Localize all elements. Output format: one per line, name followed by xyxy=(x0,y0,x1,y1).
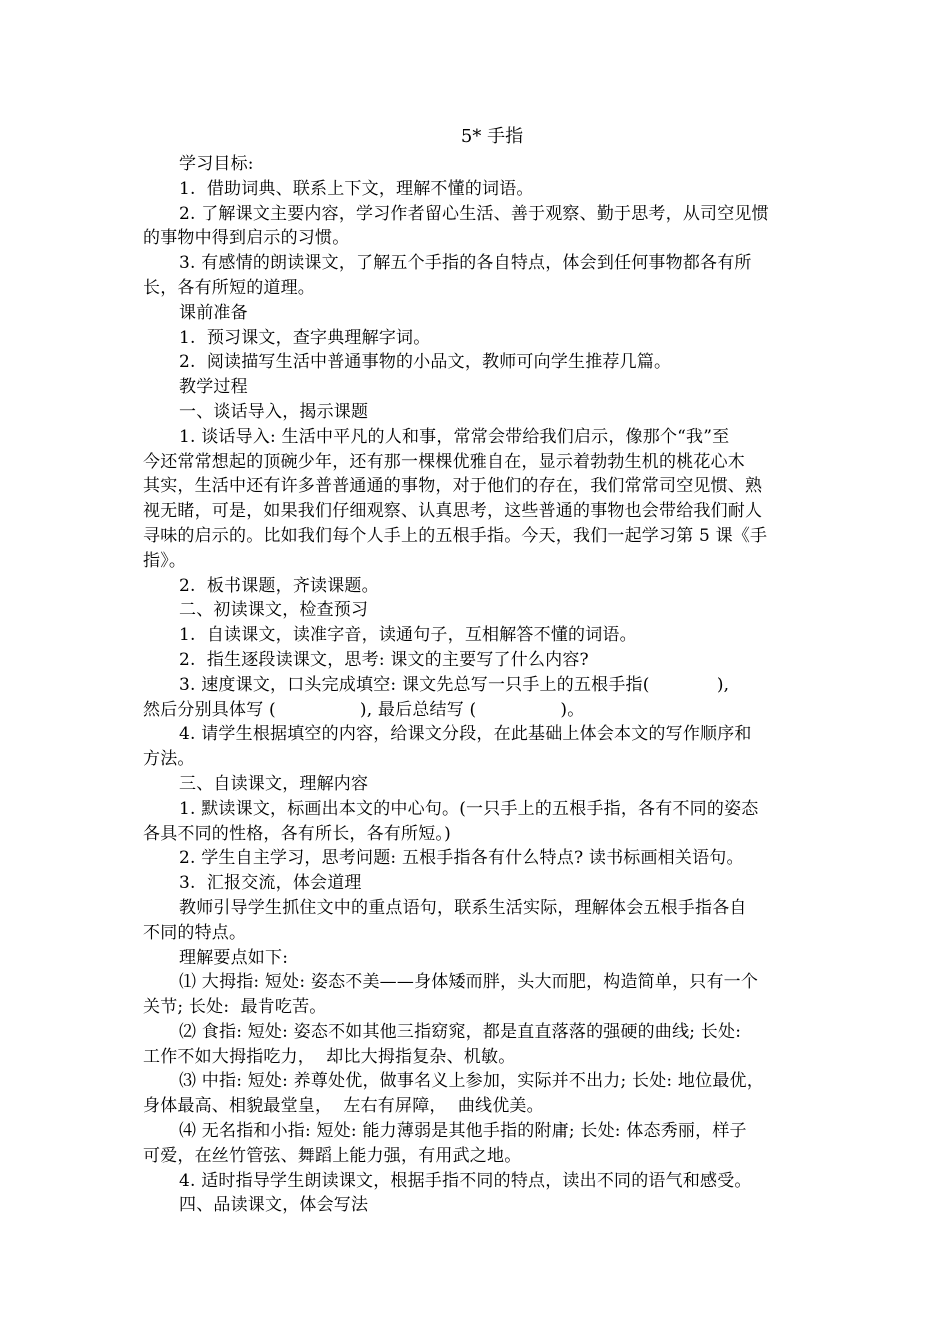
text-line: 课前准备 xyxy=(179,302,248,323)
text-line: ⑵ 食指: 短处: 姿态不如其他三指窈窕，都是直直落落的强硬的曲线; 长处: xyxy=(179,1021,742,1042)
text-line: ⑶ 中指: 短处: 养尊处优，做事名义上参加，实际并不出力; 长处: 地位最优， xyxy=(179,1071,764,1092)
text-line: 今还常常想起的顶碗少年，还有那一棵棵优雅自在，显示着勃勃生机的桃花心木 xyxy=(143,451,745,472)
text-line: 理解要点如下: xyxy=(179,947,289,968)
text-line: 2. 阅读描写生活中普通事物的小品文，教师可向学生推荐几篇。 xyxy=(179,352,672,373)
text-line: 2. 学生自主学习，思考问题: 五根手指各有什么特点? 读书标画相关语句。 xyxy=(179,848,744,869)
text-line: 学习目标: xyxy=(179,154,254,174)
document-page xyxy=(143,122,813,1218)
text-line: 不同的特点。 xyxy=(143,922,247,943)
text-line: 一、谈话导入，揭示课题 xyxy=(179,401,369,422)
text-line: 1. 预习课文，查字典理解字词。 xyxy=(179,327,431,348)
text-line: 三、自读课文，理解内容 xyxy=(179,773,369,794)
text-line: 四、品读课文，体会写法 xyxy=(179,1195,369,1216)
text-line: 3. 汇报交流，体会道理 xyxy=(179,873,362,894)
text-line: 身体最高、相貌最堂皇， 左右有屏障， 曲线优美。 xyxy=(143,1096,544,1117)
text-line: 各具不同的性格，各有所长，各有所短。) xyxy=(143,823,451,844)
text-line: 2. 板书课题，齐读课题。 xyxy=(179,575,379,596)
document-body xyxy=(143,152,813,1218)
text-line: 4. 请学生根据填空的内容，给课文分段，在此基础上体会本文的写作顺序和 xyxy=(179,724,752,745)
text-line: 然后分别具体写 ( ), 最后总结写 ( )。 xyxy=(143,699,585,720)
text-line: 方法。 xyxy=(143,749,195,770)
text-line: 的事物中得到启示的习惯。 xyxy=(143,228,350,249)
text-line: 4. 适时指导学生朗读课文，根据手指不同的特点，读出不同的语气和感受。 xyxy=(179,1170,752,1191)
text-line: 二、初读课文，检查预习 xyxy=(179,600,369,621)
text-line: 2. 指生逐段读课文，思考: 课文的主要写了什么内容? xyxy=(179,649,589,670)
text-line: 1. 谈话导入: 生活中平凡的人和事，常常会带给我们启示，像那个“我”至 xyxy=(179,426,730,447)
text-line: 1. 默读课文，标画出本文的中心句。(一只手上的五根手指，各有不同的姿态 xyxy=(179,798,759,819)
text-line: 3. 速度课文，口头完成填空: 课文先总写一只手上的五根手指( ), xyxy=(179,674,730,695)
text-line: 2. 了解课文主要内容，学习作者留心生活、善于观察、勤于思考，从司空见惯 xyxy=(179,203,769,224)
text-line: ⑷ 无名指和小指: 短处: 能力薄弱是其他手指的附庸; 长处: 体态秀丽，样子 xyxy=(179,1121,747,1142)
text-line: 可爱，在丝竹管弦、舞蹈上能力强，有用武之地。 xyxy=(143,1145,522,1166)
text-line: 指》。 xyxy=(143,550,187,571)
text-line: 寻味的启示的。比如我们每个人手上的五根手指。今天，我们一起学习第 5 课《手 xyxy=(143,525,768,546)
document-title: 5* 手指 xyxy=(460,126,524,147)
text-line: ⑴ 大拇指: 短处: 姿态不美——身体矮而胖，头大而肥，构造简单，只有一个 xyxy=(179,972,759,993)
text-line: 1. 借助词典、联系上下文，理解不懂的词语。 xyxy=(179,178,534,199)
text-line: 工作不如大拇指吃力， 却比大拇指复杂、机敏。 xyxy=(143,1046,516,1067)
text-line: 3. 有感情的朗读课文，了解五个手指的各自特点，体会到任何事物都各有所 xyxy=(179,253,752,274)
text-line: 视无睹，可是，如果我们仔细观察、认真思考，这些普通的事物也会带给我们耐人 xyxy=(143,501,763,522)
text-line: 教师引导学生抓住文中的重点语句，联系生活实际，理解体会五根手指各自 xyxy=(179,897,747,918)
text-line: 关节; 长处: 最肯吃苦。 xyxy=(143,997,327,1018)
text-line: 1. 自读课文，读准字音，读通句子，互相解答不懂的词语。 xyxy=(179,625,637,646)
text-line: 其实，生活中还有许多普普通通的事物，对于他们的存在，我们常常司空见惯、熟 xyxy=(143,476,763,497)
text-line: 长，各有所短的道理。 xyxy=(143,277,315,298)
text-line: 教学过程 xyxy=(179,377,248,398)
